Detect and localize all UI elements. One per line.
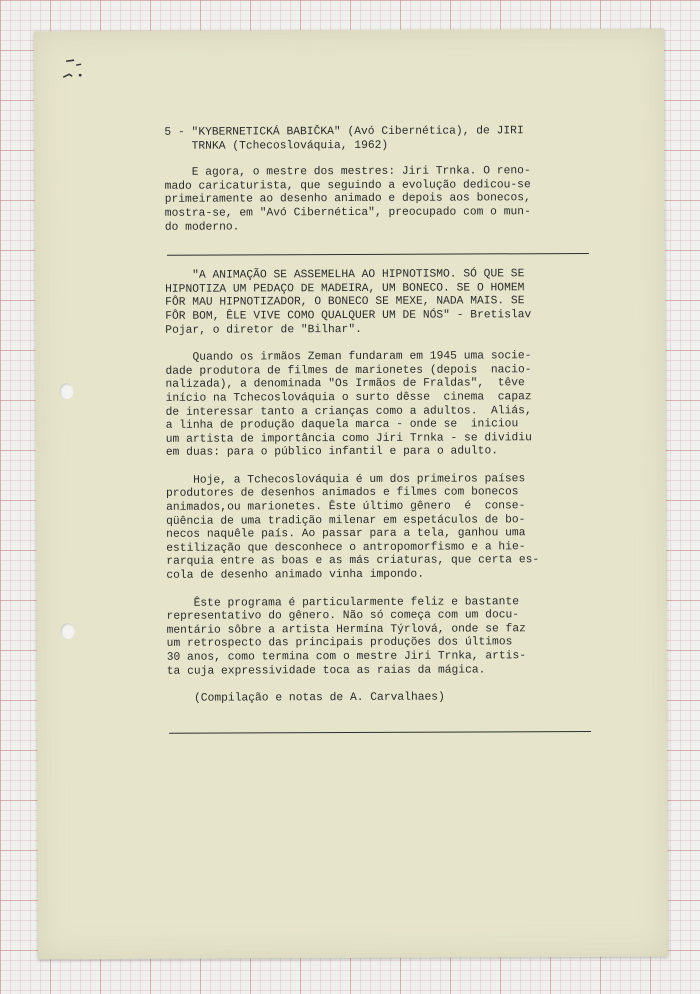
typed-text-body: [164, 125, 597, 734]
paragraph-zeman: Quando os irmãos Zeman fundaram em 1945 uma socie- dade produtora de filmes de marionetes (depois nacio- nalizada), a denominada "Os Irmãos de Fraldas", têve início na Tchecoslováquia o surto dêsse cinema capaz de interessar tanto a crianças como a adultos. Aliás, a linha de produção daquela marca - onde se iniciou um artista de importância como Jiri Trnka - se dividiu em duas: para o público infantil e para o adulto.: [165, 350, 532, 460]
paragraph-program: Êste programa é particularmente feliz e bastante representativo do gênero. Não só começa com um docu- mentário sôbre a artista Hermína Týrlová, onde se faz um retrospecto das principais produções dos últimos 30 anos, como termina com o mestre Jiri Trnka, artis- ta cuja expressividade toca as raias da mágica.: [166, 595, 527, 678]
ink-marks: [60, 57, 100, 87]
credit-line: (Compilação e notas de A. Carvalhaes): [166, 691, 445, 705]
item-heading: 5 - "KYBERNETICKÁ BABIČKA" (Avó Cibernética), de JIRI TRNKA (Tchecoslováquia, 1962): [164, 125, 524, 153]
punch-hole: [60, 383, 74, 399]
paragraph-tradition: Hoje, a Tchecoslováquia é um dos primeiros países produtores de desenhos animados e filmes com bonecos animados,ou marionetes. Êste último gênero é conse- qüência de uma tradição milenar em espetáculos de bo- necos naquêle país. Ao passar para a tela, ganhou uma estilização que desconhece o antropomorfismo e a hie- rarquia entre as boas e as más criaturas, que certa es- cola de desenho animado vinha impondo.: [165, 473, 540, 582]
typed-paper-sheet: [34, 29, 668, 960]
punch-hole: [61, 623, 75, 639]
quote-block: "A ANIMAÇÃO SE ASSEMELHA AO HIPNOTISMO. SÓ QUE SE HIPNOTIZA UM PEDAÇO DE MADEIRA, UM BONECO. SE O HOMEM FÔR MAU HIPNOTIZADOR, O BONECO SE MEXE, NADA MAIS. SE FÔR BOM, ÊLE VIVE COMO QUALQUER UM DE NÓS" - Bretislav Pojar, o diretor de "Bilhar".: [165, 268, 532, 337]
intro-paragraph: E agora, o mestre dos mestres: Jiri Trnka. O reno- mado caricaturista, que seguindo a evolução dedicou-se primeiramente ao desenho animado e depois aos bonecos, mostra-se, em "Avó Cibernética", preocupado com o mun- do moderno.: [164, 165, 531, 234]
